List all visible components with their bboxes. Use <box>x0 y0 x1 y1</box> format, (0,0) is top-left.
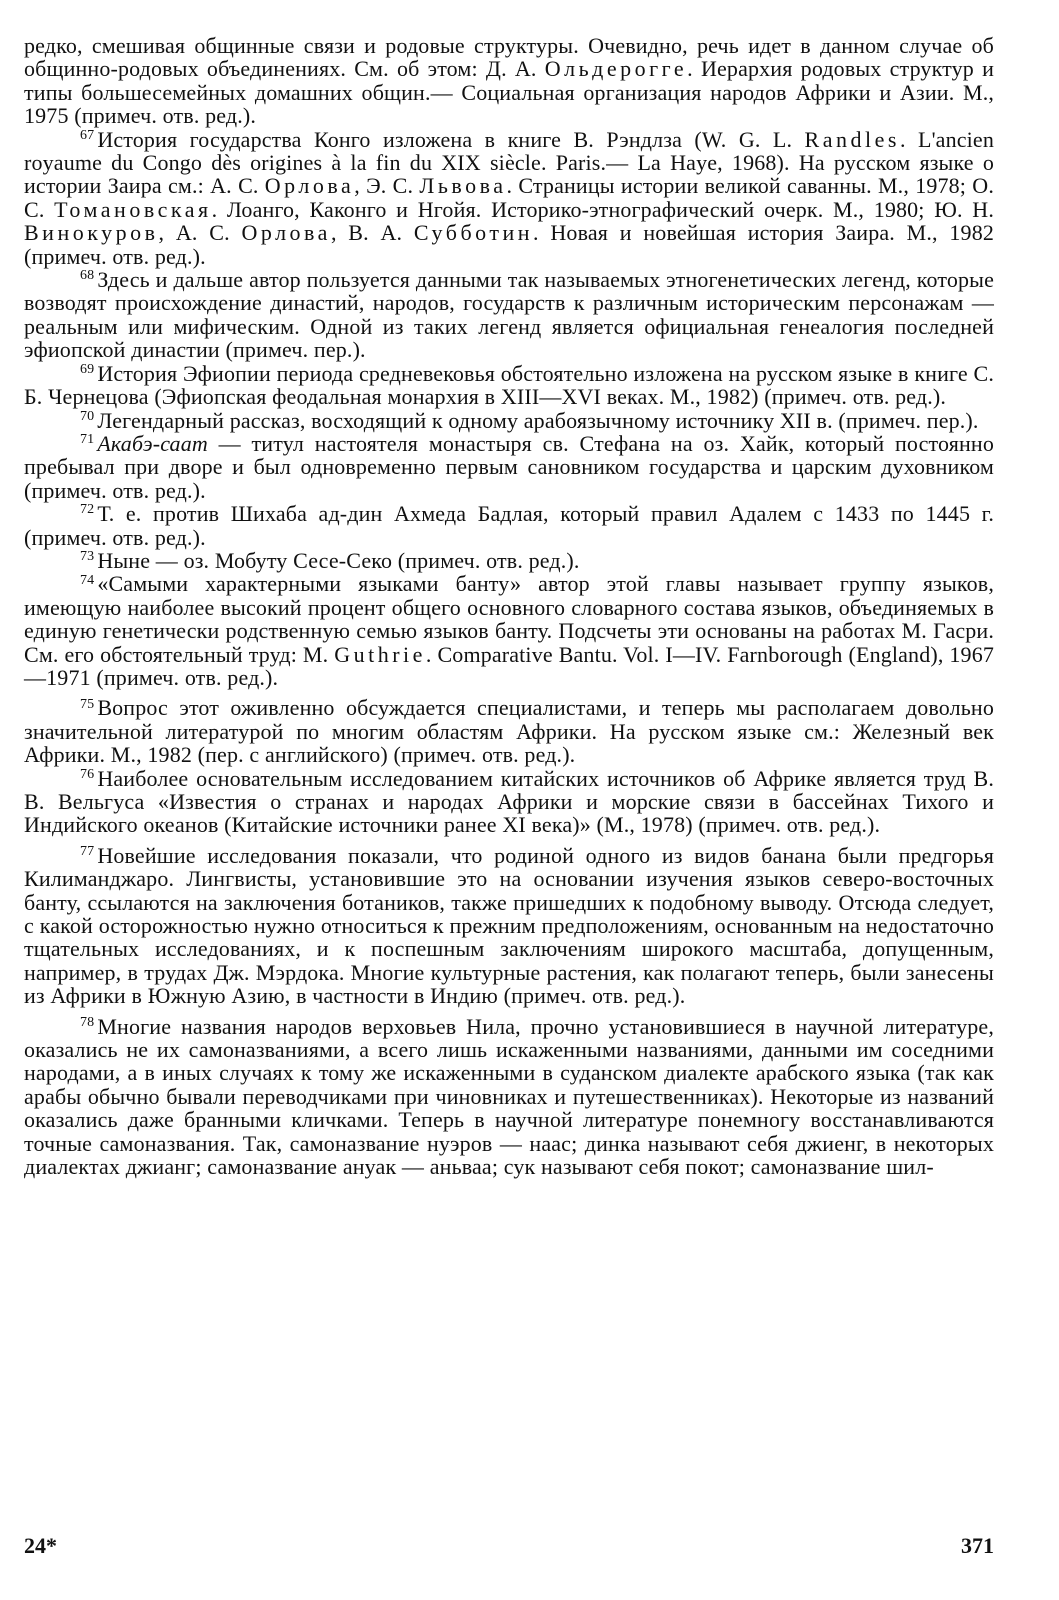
footnote-number: 69 <box>80 362 95 377</box>
footnote-text: , Э. С. <box>354 173 420 199</box>
footnote-text: . Иерархия родовых структур и типы большесемейных домашних общин.— Социальная организация народов Африки и Азии. М., 1975 (примеч. отв. ред.). <box>24 56 994 129</box>
footnote-text: Т. е. против Шихаба ад-дин Ахмеда Бадлая, который правил Адалем с 1433 по 1445 г. (примеч. отв. ред.). <box>24 501 994 550</box>
footnote-number: 76 <box>80 766 95 782</box>
footnote-text: . Comparative Bantu. Vol. I—IV. Farnborough (England), 1967—1971 (примеч. отв. ред.). <box>24 641 994 690</box>
footnote-text: . L'ancien royaume du Congo dès origines à la fin du XIX siècle. Paris.— La Haye, 1968). На русском языке о истории Заира см.: А. С. <box>24 126 994 199</box>
footnote-text: редко, смешивая общинные связи и родовые структуры. Очевидно, речь идет в данном случае об общинно-родовых объединениях. См. об этом: Д. А. <box>24 33 994 82</box>
footnote-75 <box>24 696 994 766</box>
footnote-continuation <box>24 34 994 128</box>
footnote-67 <box>24 128 994 268</box>
footnote-text: , А. С. <box>158 220 242 246</box>
author-name: Орлова <box>264 173 355 199</box>
footnote-text: — титул настоятеля монастыря св. Стефана на оз. Хайк, который постоянно пребывал при дворе и был одновременно первым сановником государства и царским духовником (примеч. отв. ред.). <box>24 430 994 503</box>
footnote-number: 70 <box>80 408 95 424</box>
footnote-69 <box>24 362 994 409</box>
footnote-71 <box>24 432 994 502</box>
page-footer <box>24 1533 994 1559</box>
page-number: 371 <box>961 1533 994 1558</box>
footnote-text: Ныне — оз. Мобуту Сесе-Секо (примеч. отв. ред.). <box>97 547 580 573</box>
footnote-text: . Страницы истории великой саванны. М., 1978; О. С. <box>24 173 994 222</box>
footnote-number: 68 <box>80 268 95 284</box>
footnote-72 <box>24 502 994 549</box>
footnote-text: . Новая и новейшая история Заира. М., 1982 (примеч. отв. ред.). <box>24 220 994 269</box>
footnote-text: . Лоанго, Каконго и Нгойя. Историко-этнографический очерк. М., 1980; Ю. Н. <box>211 196 994 222</box>
footnote-text: Здесь и дальше автор пользуется данными так называемых этногенетических легенд, которые возводят происхождение династий, народов, государств к различным историческим персонажам — реальным или мифическим. Одной из таких легенд является официальная генеалогия последней эфиопской династии (примеч. пер.). <box>24 267 994 363</box>
author-name: Randles <box>804 126 900 152</box>
author-name: Львова <box>419 173 507 199</box>
footnote-text: История Эфиопии периода средневековья обстоятельно изложена на русском языке в книге С. Б. Чернецова (Эфиопская феодальная монархия в XIII—XVI веках. М., 1982) (примеч. отв. ред.). <box>24 360 994 410</box>
footnote-text: Вопрос этот оживленно обсуждается специалистами, и теперь мы располагаем довольно значительной литературой по многим областям Африки. На русском языке см.: Железный век Африки. М., 1982 (пер. с английского) (примеч. отв. ред.). <box>24 695 994 768</box>
footnote-number: 73 <box>80 549 95 565</box>
footnote-68 <box>24 268 994 362</box>
footnote-text: Легендарный рассказ, восходящий к одному арабоязычному источнику XII в. (примеч. пер.). <box>97 407 979 433</box>
footnote-number: 71 <box>80 432 95 448</box>
author-name: Субботин <box>413 220 534 246</box>
footnote-number: 67 <box>80 127 95 143</box>
footnote-text: «Самыми характерными языками банту» автор этой главы называет группу языков, имеющую наиболее высокий процент общего основного словарного состава языков, объединяемых в единую генетически родственную семью языков банту. Подсчеты эти основаны на работах М. Гасри. См. его обстоятельный труд: M. <box>24 571 994 667</box>
footnote-number: 74 <box>80 572 95 588</box>
footnote-number: 72 <box>80 502 95 518</box>
author-name: Томановская <box>54 196 212 222</box>
footnote-70 <box>24 409 994 432</box>
author-name: Орлова <box>241 220 331 246</box>
footnote-text: История государства Конго изложена в книге В. Рэндлза (W. G. L. <box>97 126 805 152</box>
footnote-text: , В. А. <box>330 220 414 246</box>
footnote-76 <box>24 767 994 837</box>
footnote-number: 78 <box>80 1014 95 1030</box>
italic-term: Акабэ-саат <box>97 430 208 456</box>
footnote-73 <box>24 549 994 572</box>
footnote-text: Новейшие исследования показали, что родиной одного из видов банана были предгорья Килиманджаро. Лингвисты, установившие это на основании изучения языков северо-восточных банту, ссылаются на заключения ботаников, также пришедших к подобному выводу. Отсюда следует, с какой осторожностью нужно относиться к прежним предположениям, основанным на недостаточно тщательных исследованиях, и к поспешным заключениям широкого масштаба, допущенным, например, в трудах Дж. Мэрдока. Многие культурные растения, как полагают теперь, были занесены из Африки в Южную Азию, в частности в Индию (примеч. отв. ред.). <box>24 842 994 1009</box>
author-name: Ольдерогге <box>544 56 688 82</box>
printer-signature: 24* <box>24 1533 57 1558</box>
footnote-text: Наиболее основательным исследованием китайских источников об Африке является труд В. В. Вельгуса «Известия о странах и народах Африки и морские связи в бассейнах Тихого и Индийского океанов (Китайские источники ранее XI века)» (М., 1978) (примеч. отв. ред.). <box>24 765 994 838</box>
footnote-number: 77 <box>80 844 95 860</box>
footnote-78 <box>24 1015 994 1179</box>
author-name: Винокуров <box>24 220 159 246</box>
footnote-text: Многие названия народов верховьев Нила, прочно установившиеся в научной литературе, оказались не их самоназваниями, а всего лишь искаженными названиями, данными им соседними народами, а в иных случаях к тому же искаженными в суданском диалекте арабского языка (так как арабы обычно бывали переводчиками при чиновниках и путешественниках). Некоторые из названий оказались даже бранными кличками. Теперь в научной литературе понемногу восстанавливаются точные самоназвания. Так, самоназвание нуэров — наас; динка называют себя джиенг, в некоторых диалектах джианг; самоназвание ануак — аньваа; сук называют себя покот; самоназвание шил- <box>24 1013 994 1180</box>
footnote-77 <box>24 844 994 1008</box>
footnote-number: 75 <box>80 696 95 712</box>
footnote-74 <box>24 572 994 689</box>
footnotes-column <box>24 34 994 1179</box>
author-name: Guthrie <box>334 641 426 667</box>
